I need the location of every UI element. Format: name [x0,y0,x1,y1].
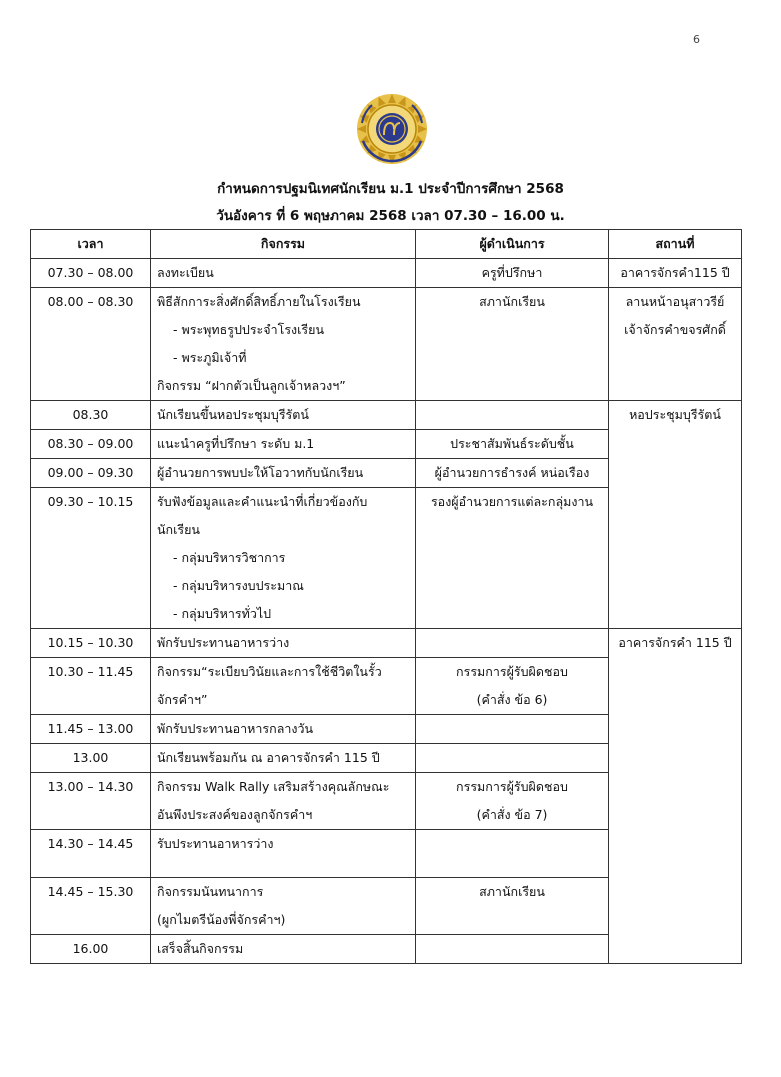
operator-text: สภานักเรียน [479,294,545,309]
time-cell: 14.30 – 14.45 [31,830,151,878]
activity-cell [151,629,416,658]
time-cell: 08.30 – 09.00 [31,430,151,459]
header-activity: กิจกรรม [151,230,416,259]
activity-text: ลงทะเบียน [157,265,214,280]
schedule-table [30,229,742,964]
operator-cell [416,773,609,830]
table-row [31,259,742,288]
activity-cell [151,459,416,488]
activity-text: จักรคำฯ” [157,692,208,707]
activity-cell [151,935,416,964]
activity-text: กิจกรรม Walk Rally เสริมสร้างคุณลักษณะ [157,779,390,794]
operator-cell [416,830,609,878]
activity-text: (ผูกไมตรีน้องพี่จักรคำฯ) [157,912,286,927]
activity-text: อันพึงประสงค์ของลูกจักรคำฯ [157,807,313,822]
table-row [31,288,742,401]
activity-text: พักรับประทานอาหารกลางวัน [157,721,314,736]
document-subtitle-date: วันอังคาร ที่ 6 พฤษภาคม 2568 เวลา 07.30 – 16.00 น. [216,208,565,224]
time-cell: 16.00 [31,935,151,964]
operator-text: กรรมการผู้รับผิดชอบ [456,664,568,679]
operator-text: (คำสั่ง ข้อ 6) [476,692,548,707]
venue-cell-merged-building: อาคารจักรคำ 115 ปี [609,629,742,964]
operator-cell [416,459,609,488]
header-time: เวลา [31,230,151,259]
activity-subitem: - พระภูมิเจ้าที่ [173,350,247,365]
time-cell: 13.00 – 14.30 [31,773,151,830]
activity-text: ผู้อำนวยการพบปะให้โอวาทกับนักเรียน [157,465,364,480]
operator-cell [416,259,609,288]
activity-cell [151,830,416,878]
operator-text: รองผู้อำนวยการแต่ละกลุ่มงาน [430,494,594,509]
operator-cell [416,401,609,430]
time-cell: 14.45 – 15.30 [31,878,151,935]
activity-subitem: - พระพุทธรูปประจำโรงเรียน [173,322,325,337]
activity-subitem: - กลุ่มบริหารทั่วไป [173,606,272,621]
activity-text: กิจกรรม“ระเบียบวินัยและการใช้ชีวิตในรั้ว [157,664,382,679]
school-emblem-icon [355,92,429,166]
activity-cell [151,878,416,935]
operator-text: ประชาสัมพันธ์ระดับชั้น [450,436,574,451]
header-venue: สถานที่ [609,230,742,259]
venue-text: เจ้าจักรคำขจรศักดิ์ [624,322,726,337]
activity-subitem: - กลุ่มบริหารวิชาการ [173,550,286,565]
time-cell: 13.00 [31,744,151,773]
time-cell: 10.30 – 11.45 [31,658,151,715]
activity-text: พิธีสักการะสิ่งศักดิ์สิทธิ์ภายในโรงเรียน [157,294,361,309]
activity-cell [151,288,416,401]
time-cell: 11.45 – 13.00 [31,715,151,744]
operator-cell [416,488,609,629]
table-header-row [31,230,742,259]
time-cell: 08.00 – 08.30 [31,288,151,401]
operator-cell [416,658,609,715]
operator-cell [416,430,609,459]
header-operator: ผู้ดำเนินการ [416,230,609,259]
venue-cell [609,288,742,401]
operator-cell [416,288,609,401]
activity-cell [151,658,416,715]
activity-text: กิจกรรมนันทนาการ [157,884,264,899]
operator-text: (คำสั่ง ข้อ 7) [476,807,548,822]
time-cell: 08.30 [31,401,151,430]
activity-text: นักเรียนพร้อมกัน ณ อาคารจักรคำ 115 ปี [157,750,380,765]
activity-text: นักเรียนขึ้นหอประชุมบุรีรัตน์ [157,407,309,422]
operator-cell [416,629,609,658]
operator-text: ครูที่ปรึกษา [481,265,543,280]
time-cell: 09.30 – 10.15 [31,488,151,629]
operator-cell [416,878,609,935]
venue-text: ลานหน้าอนุสาวรีย์ [625,294,725,309]
table-row [31,629,742,658]
page-number: 6 [693,33,700,46]
operator-text: กรรมการผู้รับผิดชอบ [456,779,568,794]
activity-cell [151,401,416,430]
activity-subitem: - กลุ่มบริหารงบประมาณ [173,578,304,593]
venue-cell: อาคารจักรคำ115 ปี [609,259,742,288]
activity-text: พักรับประทานอาหารว่าง [157,635,290,650]
activity-cell [151,773,416,830]
activity-cell [151,715,416,744]
operator-cell [416,744,609,773]
activity-text: รับฟังข้อมูลและคำแนะนำที่เกี่ยวข้องกับ [157,494,368,509]
activity-text: แนะนำครูที่ปรึกษา ระดับ ม.1 [157,436,315,451]
operator-cell [416,715,609,744]
activity-text: กิจกรรม “ฝากตัวเป็นลูกเจ้าหลวงฯ” [157,378,346,393]
activity-text: นักเรียน [157,522,200,537]
activity-text: รับประทานอาหารว่าง [157,836,274,851]
time-cell: 09.00 – 09.30 [31,459,151,488]
activity-cell [151,744,416,773]
operator-cell [416,935,609,964]
table-row [31,401,742,430]
activity-cell [151,430,416,459]
operator-text: ผู้อำนวยการธำรงค์ หน่อเรือง [434,465,590,480]
document-title: กำหนดการปฐมนิเทศนักเรียน ม.1 ประจำปีการศึกษา 2568 [217,181,564,197]
time-cell: 10.15 – 10.30 [31,629,151,658]
activity-text: เสร็จสิ้นกิจกรรม [157,941,244,956]
time-cell: 07.30 – 08.00 [31,259,151,288]
operator-text: สภานักเรียน [479,884,545,899]
activity-cell [151,259,416,288]
activity-cell [151,488,416,629]
venue-cell-merged-hall: หอประชุมบุรีรัตน์ [609,401,742,629]
